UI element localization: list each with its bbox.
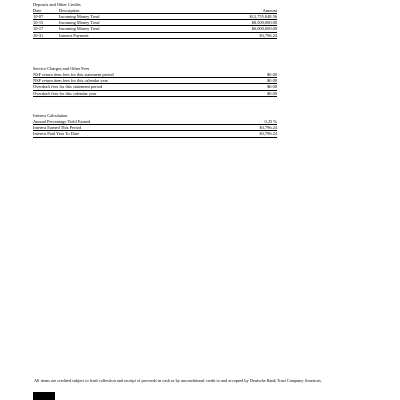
table-row [33,90,277,96]
deposit-date: 10-07 [33,14,59,20]
table-row [33,131,277,137]
fee-label: Overdraft fees for this calendar year [33,90,227,96]
deposit-date: 10-15 [33,20,59,26]
deposit-amount: $12,755,048.56 [177,14,277,20]
deposit-amount: $3,796.24 [177,32,277,38]
credit-disclaimer: All items are credited subject to final collection and receipt of proceeds in cash or by unconditional credit to and accepted by Deutsche Bank Trust Company Americas. [34,378,322,383]
fee-value: $0.00 [227,72,277,78]
fee-value: $0.00 [227,90,277,96]
service-charges-section [33,66,277,97]
interest-title: Interest Calculation [33,113,68,118]
deposits-section [33,2,277,39]
interest-section [33,113,277,138]
fee-value: $0.00 [227,84,277,90]
interest-table [33,119,277,138]
service-charges-title: Service Charges and Other Fees [33,66,90,71]
deposit-amount: $6,000,000.00 [177,26,277,32]
fee-label: NSF return item fees for this statement period [33,72,227,78]
deposit-amount: $8,500,000.00 [177,20,277,26]
deposit-description: Incoming Money Trnsf [59,14,177,20]
deposit-description: Interest Payment [59,32,177,38]
fee-value: $0.00 [227,78,277,84]
fee-label: NSF return item fees for this calendar year [33,78,227,84]
redaction-block [33,392,55,400]
deposit-description: Incoming Money Trnsf [59,20,177,26]
description-header: Description [59,8,177,14]
interest-value: 0.25 % [227,119,277,125]
deposits-table [33,8,277,39]
fee-label: Overdraft fees for this statement period [33,84,227,90]
interest-value: $3,796.24 [227,131,277,137]
deposit-description: Incoming Money Trnsf [59,26,177,32]
deposits-title: Deposits and Other Credits [33,2,81,7]
interest-label: Interest Earned This Period [33,125,227,131]
deposit-date: 10-31 [33,32,59,38]
date-header: Date [33,8,59,14]
amount-header: Amount [177,8,277,14]
deposit-date: 10-17 [33,26,59,32]
service-charges-table [33,72,277,97]
interest-value: $3,796.24 [227,125,277,131]
interest-label: Annual Percentage Yield Earned [33,119,227,125]
table-row [33,32,277,38]
interest-label: Interest Paid Year To Date [33,131,227,137]
